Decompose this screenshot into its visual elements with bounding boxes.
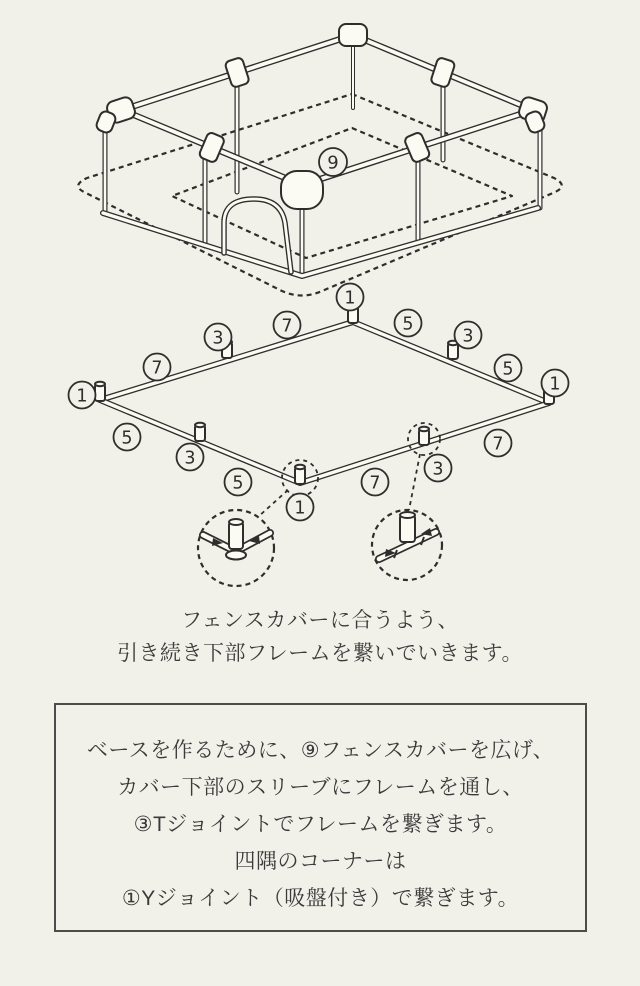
instruction-line: カバー下部のスリーブにフレームを通し、	[117, 776, 524, 799]
instruction-line: ③Tジョイントでフレームを繋ぎます。	[133, 813, 508, 836]
part-number: 7	[492, 434, 504, 455]
part-number: 1	[549, 374, 561, 395]
playpen-assembly-figure	[0, 20, 640, 300]
caption-line: 引き続き下部フレームを繋いでいきます。	[117, 642, 523, 665]
figure-caption	[0, 604, 640, 670]
base-frame-diagram	[0, 282, 640, 622]
part-number: 7	[369, 473, 381, 494]
part-number: 9	[327, 152, 339, 174]
t-joint	[195, 423, 205, 441]
frame-rails	[100, 322, 549, 483]
part-number: 1	[294, 498, 306, 519]
y-joint-magnifier	[198, 510, 274, 586]
part-number: 5	[402, 314, 414, 335]
instruction-line: 四隅のコーナーは	[234, 850, 407, 873]
instruction-line: ベースを作るために、⑨フェンスカバーを広げ、	[86, 739, 555, 762]
bottom-frame-rails	[103, 208, 538, 276]
part-labels	[69, 284, 569, 521]
part-number: 1	[344, 288, 356, 309]
part-labels	[319, 148, 347, 176]
part-number: 5	[502, 359, 514, 380]
t-joint-magnifier	[372, 510, 442, 580]
caption-line: フェンスカバーに合うよう、	[181, 609, 459, 632]
instruction-box	[54, 703, 587, 932]
part-number: 3	[432, 459, 444, 480]
part-number: 5	[121, 428, 133, 449]
part-number: 7	[151, 358, 163, 379]
y-joint	[295, 465, 305, 484]
part-number: 3	[212, 328, 224, 349]
t-joint	[419, 427, 429, 445]
suction-cup	[226, 551, 246, 560]
part-number: 7	[281, 316, 293, 337]
part-number: 5	[232, 473, 244, 494]
part-number: 3	[184, 448, 196, 469]
corner-caps	[95, 24, 549, 209]
instruction-line: ①Yジョイント（吸盤付き）で繋ぎます。	[121, 887, 520, 910]
part-number: 3	[462, 326, 474, 347]
y-joint	[95, 382, 105, 401]
part-number: 1	[76, 386, 88, 407]
